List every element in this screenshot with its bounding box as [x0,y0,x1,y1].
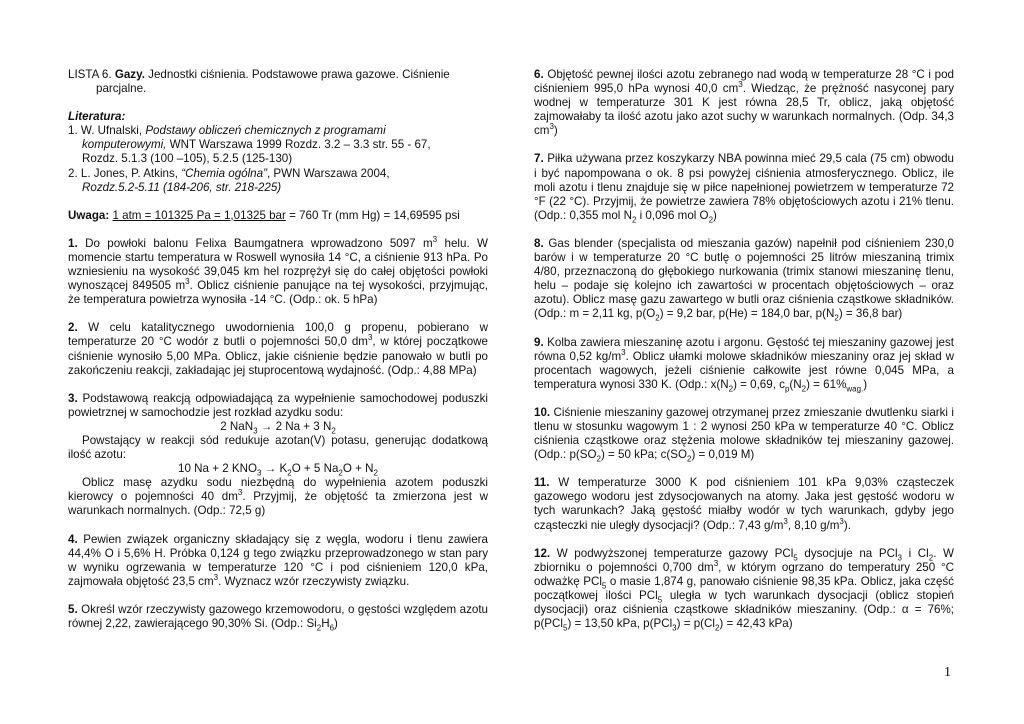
problem-8: 8. Gas blender (specjalista od mieszania gazów) napełnił pod ciśnieniem 230,0 barów i w temperaturze 20 °C butlę o pojemności 25 litrów mieszaniną trimix 4/80, przeznaczoną do głębokiego nurkowania (trimix stanowi mieszaninę tlenu, helu – podaje się kolejno ich zawartości w procentach objętościowych – oraz azotu). Oblicz masę gazu zawartego w butli oraz ciśnienia cząstkowe składników. (Odp.: m = 2,11 kg, $p(O_2) = 9,2$ bar, p(He) = 184,0 bar, $p(N_2) = 36,8$ bar) [534,236,954,323]
equation-1: 2 NaN$_3$ → 2 Na + 3 $N_2$ [220,419,336,436]
reference-2: 2. L. Jones, P. Atkins, “Chemia ogólna”, PWN Warszawa 2004, Rozdz.5.2-5.11 (184-206, str. 218-225) [68,166,390,194]
problem-3-text: Powstający w reakcji sód redukuje azotan(V) potasu, generując dodatkową ilość azotu: [68,433,488,462]
unit-note: Uwaga: 1 atm = 101325 Pa = 1,01325 bar = 760 Tr (mm Hg) = 14,69595 psi [68,208,460,222]
problem-5: 5. Określ wzór rzeczywisty gazowego krzemowodoru, o gęstości względem azotu równej 2,22, zawierającego 90,30% Si. (Odp.: $Si_2H_6$) [68,602,488,633]
problem-4: 4. Pewien związek organiczny składający się z węgla, wodoru i tlenu zawiera 44,4% O i 5,6% H. Próbka 0,124 g tego związku przeprowadzonego w stan pary w wyniku ogrzewania w temperaturze 120 °C i pod ciśnieniem 120,0 kPa, zajmowała objętość 23,5 $cm^3$. Wyznacz wzór rzeczywisty związku. [68,532,488,588]
problem-12: 12. W podwyższonej temperaturze gazowy PCl$_5$ dysocjuje na PCl$_3$ i $Cl_2$. W zbiorniku o pojemności 0,700 $dm^3$, w którym ogrzano do temperatury 250 °C odważkę PCl$_5$ o masie 1,874 g, panowało ciśnienie 98,35 kPa. Oblicz, jaka część początkowej ilości PCl$_5$ uległa w tych warunkach dysocjacji (oblicz stopień dysocjacji) oraz ciśnienia cząstkowe składników mieszaniny. (Odp.: α = 76%; p(PCl$_5$) = 13,50 kPa, $p(PCl_3) = p(Cl_2) = 42,43$ kPa) [534,546,955,633]
problem-1: 1. Do powłoki balonu Felixa Baumgatnera wprowadzono 5097 $m^3$ helu. W momencie startu temperatura w Roswell wynosiła 14 °C, a ciśnienie 913 hPa. Po wzniesieniu na wysokość 39,045 km hel rozprężył się do całej objętości powłoki wynoszącej 849505 $m^3$. Oblicz ciśnienie panujące na tej wysokości, przyjmując, że temperatura powietrza wynosiła -14 °C. (Odp.: ok. 5 hPa) [68,234,489,307]
problem-11: 11. W temperaturze 3000 K pod ciśnieniem 101 kPa 9,03% cząsteczek gazowego wodoru jest zdysocjowanych na atomy. Jaka jest gęstość wodoru w tych warunkach? Jaką gęstość miałby wodór w tych warunkach, gdyby jego cząsteczki nie uległy dysocjacji? (Odp.: 7,43 $g/m^3$, 8,10 $g/m^3$). [534,476,954,532]
problem-9: 9. Kolba zawiera mieszaninę azotu i argonu. Gęstość tej mieszaniny gazowej jest równa 0,52 $kg/m^3$. Oblicz ułamki molowe składników mieszaniny oraz jej skład w procentach wagowych, jeżeli ciśnienie całkowite jest równe 0,045 MPa, a temperatura wynosi 330 K. (Odp.: $x(N_2) = 0,69$, $c_p(N_2) = 61\%_{wag.}$) [534,335,954,394]
right-column [534,68,954,631]
problem-3-question: Oblicz masę azydku sodu niezbędną do wypełnienia azotem poduszki kierowcy o pojemności 40 $dm^3$. Przyjmij, że objętość ta zmierzona jest w warunkach normalnych. (Odp.: 72,5 g) [68,476,488,518]
page-number: 1 [944,665,951,680]
problem-10: 10. Ciśnienie mieszaniny gazowej otrzymanej przez zmieszanie dwutlenku siarki i tlenu w stosunku wagowym 1 : 2 wynosi 250 kPa w temperaturze 40 °C. Oblicz ciśnienia cząstkowe oraz stężenia molowe składników tej mieszaniny gazowej. (Odp.: $p(SO_2) = 50$ kPa; $c(SO_2) = 0,019$ M) [534,405,954,464]
problem-6: 6. Objętość pewnej ilości azotu zebranego nad wodą w temperaturze 28 °C i pod ciśnieniem 995,0 hPa wynosi 40,0 $cm^3$. Wiedząc, że prężność nasyconej pary wodnej w temperaturze 301 K jest równa 28,5 Tr, oblicz, jaką objętość zajmowałaby ta ilość azotu jako azot suchy w warunkach normalnych. (Odp. 34,3 $cm^3$) [534,68,954,138]
literature-heading: Literatura: [68,110,126,124]
reference-1: 1. W. Ufnalski, Podstawy obliczeń chemicznych z programami komputerowymi, WNT Warszawa 1999 Rozdz. 3.2 – 3.3 str. 55 - 67, Rozdz. 5.1.3 (100 –105), 5.2.5 (125-130) [68,124,431,166]
equation-2: 10 Na + 2 $KNO_3 \to K_2O + 5$ $Na_2O + N_2$ [178,462,378,478]
problem-7: 7. Piłka używana przez koszykarzy NBA powinna mieć 29,5 cala (75 cm) obwodu i być napompowana o ok. 8 psi powyżej ciśnienia atmosferycznego. Oblicz, ile moli azotu i tlenu znajduje się w piłce napełnionej powietrzem w temperaturze 72 °F (22 °C). Przyjmij, że powietrze zawiera 78% objętościowych azotu i 21% tlenu. (Odp.: 0,355 mol $N_2$ i 0,096 mol $O_2$) [534,152,954,225]
problem-3: 3. Podstawową reakcją odpowiadającą za wypełnienie samochodowej poduszki powietrznej w samochodzie jest rozkład azydku sodu: [68,391,488,419]
list-title: LISTA 6. Gazy. Jednostki ciśnienia. Podstawowe prawa gazowe. Ciśnienie parcjalne. [68,68,450,96]
problem-2: 2. W celu katalitycznego uwodornienia 100,0 g propenu, pobierano w temperaturze 20 °C wodór z butli o pojemności 50,0 $dm^3$, w której początkowe ciśnienie wynosiło 5,00 MPa. Oblicz, jakie ciśnienie będzie panowało w butli po zakończeniu reakcji, zakładając jej stuprocentową wydajność. (Odp.: 4,88 MPa) [68,321,488,377]
left-column [68,68,488,631]
